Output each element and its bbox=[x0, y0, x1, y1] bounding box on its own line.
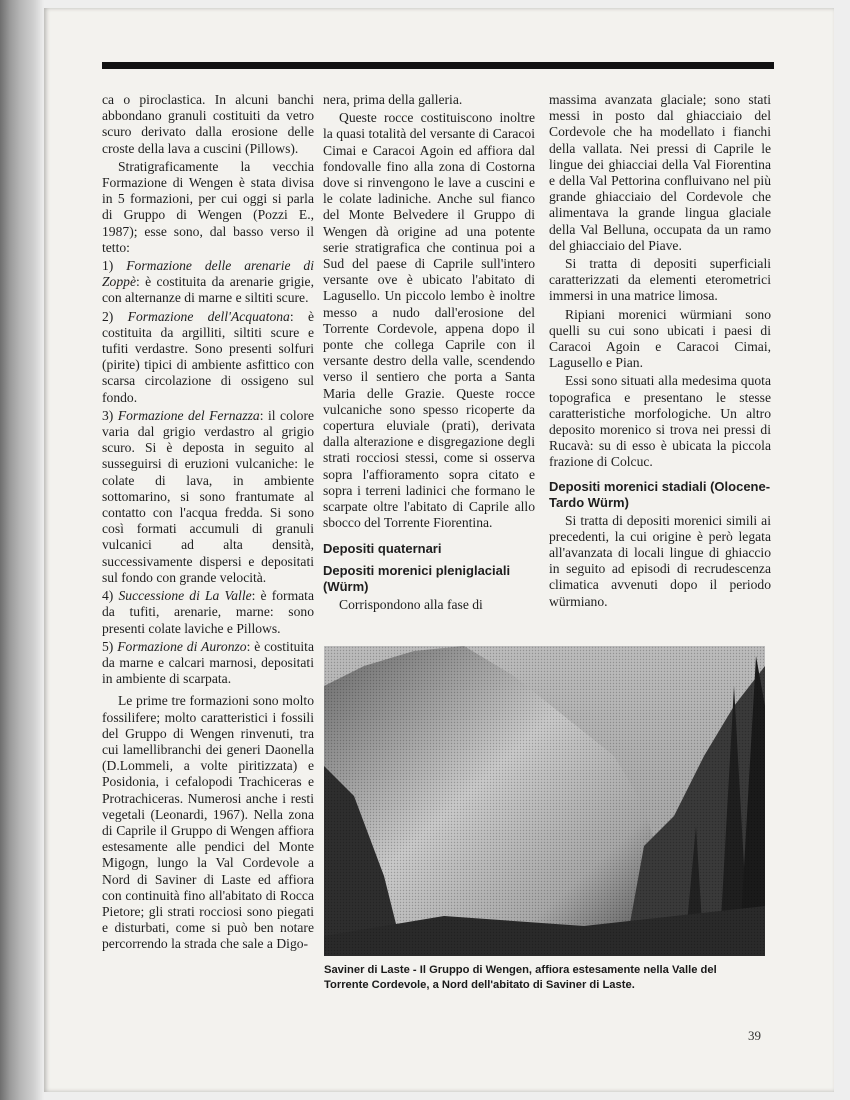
subsection-heading: Depositi morenici pleniglaciali (Würm) bbox=[323, 563, 511, 595]
formation-item-2: 2) Formazione dell'Acquatona: è costituita da argilliti, siltiti scure e tufiti verdastre. Sono presenti solfuri (pirite) tipici di ambiente asfittico con scarsa circolazione di ossigeno sul fondo. bbox=[102, 308, 314, 405]
caption-line-2: Torrente Cordevole, a Nord dell'abitato di Saviner di Laste. bbox=[324, 979, 635, 991]
paragraph: Ripiani morenici würmiani sono quelli su cui sono ubicati i paesi di Caracoi Agoin e Caracoi Cimai, Lagusello e Pian. bbox=[549, 306, 771, 371]
paragraph: Si tratta di depositi morenici simili ai precedenti, la cui origine è però legata all'avanzata di locali lingue di ghiaccio in seguito ad episodi di recrudescenza climatica avvenuti dopo il periodo würmiano. bbox=[549, 512, 771, 609]
paragraph: ca o piroclastica. In alcuni banchi abbondano granuli costituiti da vetro scuro derivato dalla erosione delle croste della lava a cuscini (Pillows). bbox=[102, 92, 314, 156]
paragraph: Queste rocce costituiscono inoltre la quasi totalità del versante di Caracoi Cimai e Caracoi Agoin ed affiora dal fondovalle fino alla zona di Costorna dove si rinvengono le lave a cuscini e le colate ladiniche. Anche sul fianco del Monte Belvedere il Gruppo di Wengen dà origine ad una potente serie stratigrafica che continua poi a Sud del paese di Caprile sull'intero versante ove è ubicato l'abitato di Lagusello. Un piccolo lembo è inoltre messo a nudo dall'erosione del Torrente Cordevole, appena dopo il ponte che collega Caprile con il versante destro della valle, scendendo verso il sentiero che porta a Santa Maria delle Grazie. Queste rocce vulcaniche sono spesso ricoperte da copertura eluviale (prati), derivata dalla alterazione e disgregazione degli strati rocciosi stessi, come si osserva sopra l'affioramento sopra citato e sopra i terreni ladinici che formano le scarpate oltre l'abitato di Caprile allo sbocco del Torrente Fiorentina. bbox=[323, 110, 535, 531]
photo-caption bbox=[324, 963, 769, 993]
header-rule bbox=[102, 62, 774, 69]
paragraph: nera, prima della galleria. bbox=[323, 92, 463, 107]
paragraph: Le prime tre formazioni sono molto fossilifere; molto caratteristici i fossili del Gruppo di Wengen rinvenuti, tra cui lamellibranchi dei generi Daonella (D.Lommeli, a volte piritizzata) e Posidonia, i cefalopodi Trachiceras e Protrachiceras. Numerosi anche i resti vegetali (Leonardi, 1967). Nella zona di Caprile il Gruppo di Wengen affiora estesamente alle pendici del Monte Migogn, lungo la Val Cordevole a Nord di Saviner di Laste ed affiora con continuità fino all'abitato di Rocca Pietore; gli strati rocciosi sono piegati e disturbati, come si può ben notare percorrendo la strada che sale a Digo- bbox=[102, 693, 314, 952]
valley-photograph bbox=[324, 646, 765, 956]
text-column-1 bbox=[102, 92, 314, 955]
text-column-3 bbox=[549, 92, 771, 612]
caption-line-1: Saviner di Laste - Il Gruppo di Wengen, affiora estesamente nella Valle del bbox=[324, 964, 717, 976]
paragraph: Corrispondono alla fase di bbox=[339, 597, 483, 613]
paragraph: Essi sono situati alla medesima quota topografica e presentano le stesse caratteristiche morfologiche. Un altro deposito morenico si trova nei pressi di Rucavà: su di esso è ubicata la piccola frazione di Colcuc. bbox=[549, 373, 771, 470]
formation-item-5: 5) Formazione di Auronzo: è costituita da marne e calcari marnosi, depositati in ambiente di scarpata. bbox=[102, 638, 314, 687]
page-number: 39 bbox=[748, 1028, 761, 1043]
formation-item-3: 3) Formazione del Fernazza: il colore varia dal grigio verdastro al grigio scuro. Si è deposta in seguito al susseguirsi di eruzioni vulcaniche: le colate di lava, in ambiente sottomarino, si sono frantumate al contatto con l'acqua fredda. Si sono così formati accumuli di granuli vulcanici ad alta densità, successivamente dispersi e depositati sul fondo con grande velocità. bbox=[102, 407, 314, 585]
photo-illustration bbox=[324, 646, 765, 956]
paragraph: Si tratta di depositi superficiali caratterizzati da elementi eterometrici immersi in una matrice limosa. bbox=[549, 256, 771, 304]
paragraph: massima avanzata glaciale; sono stati messi in posto dal ghiacciaio del Cordevole che ha modellato i fianchi della vallata. Nei pressi di Caprile le lingue dei ghiacciai della Val Fiorentina e della Val Pettorina confluivano nel più grande ghiacciaio del Cordevole che alimentava la grande lingua glaciale della Val Belluna, occupata da un ramo del ghiacciaio del Piave. bbox=[549, 92, 771, 253]
text-column-2 bbox=[323, 92, 535, 616]
subsection-heading: Depositi morenici stadiali (Olocene-Tardo Würm) bbox=[549, 478, 771, 510]
section-heading: Depositi quaternari bbox=[323, 541, 442, 557]
formation-item-1: 1) Formazione delle arenarie di Zoppè: è costituita da arenarie grigie, con alternanze di marne e siltiti scure. bbox=[102, 258, 314, 306]
formation-item-4: 4) Successione di La Valle: è formata da tufiti, arenarie, marne: sono presenti colate laviche e Pillows. bbox=[102, 588, 314, 636]
paragraph: Stratigraficamente la vecchia Formazione di Wengen è stata divisa in 5 formazioni, per cui oggi si parla di Gruppo di Wengen (Pozzi E., 1987); esse sono, dal basso verso il tetto: bbox=[102, 158, 314, 255]
